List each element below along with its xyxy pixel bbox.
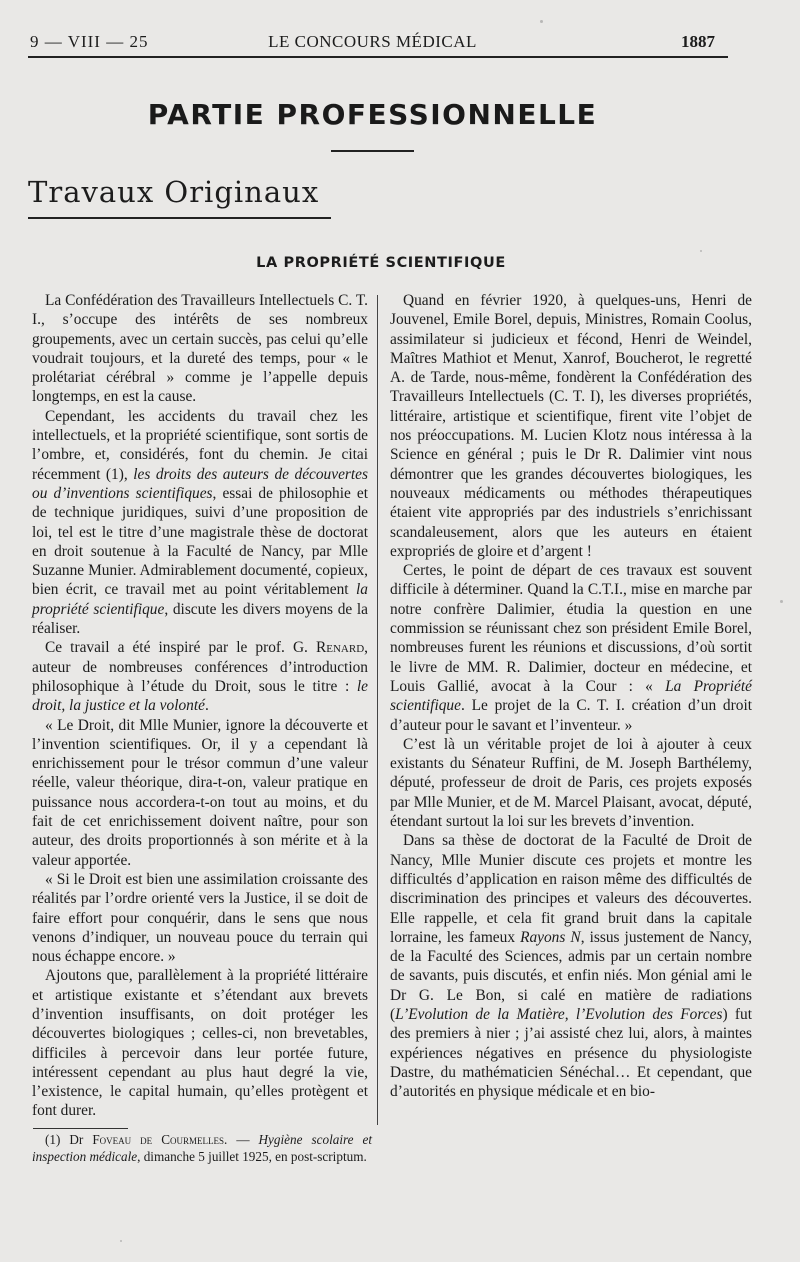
- running-head: [30, 32, 715, 54]
- issue-date: 9 — VIII — 25: [30, 32, 149, 51]
- footnote: (1) Dr Foveau de Courmelles. — Hygiène scolaire et inspection médicale, dimanche 5 juillet 1925, en post-scriptum.: [32, 1132, 373, 1164]
- paper-speck: [120, 1240, 122, 1242]
- section-divider: [331, 150, 414, 152]
- header-rule: [28, 56, 728, 58]
- paragraph: Certes, le point de départ de ces travaux est souvent difficile à déterminer. Quand la C.T.I., mise en marche par notre confrère Dalimier, étudia la question en une commission se réunissant chez son président Emile Borel, nombreuses furent les réunions et discussions, d’où sortit le livre de MM. R. Dalimier, docteur en médecine, et Louis Gallié, avocat à la Cour : « La Propriété scientifique. Le projet de la C. T. I. création d’un droit d’auteur pour le savant et l’inventeur. »: [390, 562, 752, 734]
- journal-title: LE CONCOURS MÉDICAL: [268, 32, 477, 51]
- paper-speck: [780, 600, 783, 603]
- rubric-heading: Travaux Originaux: [28, 175, 320, 209]
- section-title: PARTIE PROFESSIONNELLE: [147, 98, 598, 131]
- paragraph: Dans sa thèse de doctorat de la Faculté de Droit de Nancy, Mlle Munier discute ces projets et montre les difficultés d’application en raison même des difficultés de discrimination des principes et valeurs des découvertes. Elle rappelle, et cela fit grand bruit dans la capitale lorraine, les fameux Rayons N, issus justement de Nancy, de la Faculté des Sciences, admis par un certain nombre de savants, puis discutés, et enfin niés. Mon génial ami le Dr G. Le Bon, si calé en matière de radiations (L’Evolution de la Matière, l’Evolution des Forces) fut des premiers à nier ; j’ai assisté chez lui, alors, à maintes expériences négatives en présence du physiologiste Dastre, du mathématicien Sénéchal… Et cependant, que d’autorités en physique médicale et en bio-: [390, 832, 753, 1101]
- quotation: « Si le Droit est bien une assimilation croissante des réalités par l’ordre orienté vers la Justice, il se doit de faire effort pour conquérir, dans le sens que nous venons d’indiquer, un nouveau pouce du terrain qui nous échappe encore. »: [32, 870, 368, 966]
- page-number: 1887: [681, 32, 715, 51]
- rubric-underline: [28, 217, 331, 219]
- paper-speck: [540, 20, 543, 23]
- paper-speck: [700, 250, 702, 252]
- paragraph: Ajoutons que, parallèlement à la propriété littéraire et artistique existante et s’étendant aux brevets d’invention insuffisants, on doit protéger les découvertes biologiques ; celles-ci, non brevetables, difficiles à percevoir dans leur portée future, intéressent cependant au plus haut degré la vie, l’existence, le capital humain, qu’elles protègent et font durer.: [32, 967, 368, 1120]
- right-column: [390, 291, 752, 1101]
- paragraph: C’est là un véritable projet de loi à ajouter à ceux existants du Sénateur Ruffini, de M. Joseph Barthélemy, député, professeur de droit de Paris, ces projets exposés par Mlle Munier, et de M. Marcel Plaisant, avocat, député, étendant surtout la loi sur les brevets d’invention.: [390, 735, 752, 831]
- column-divider: [377, 295, 378, 1125]
- paragraph: Ce travail a été inspiré par le prof. G. Renard, auteur de nombreuses conférences d’introduction philosophique à l’étude du Droit, sous le titre : le droit, la justice et la volonté.: [32, 639, 368, 715]
- paragraph: La Confédération des Travailleurs Intellectuels C. T. I., s’occupe des intérêts de ses nombreux groupements, avec un certain succès, pas celui qu’elle voudrait toujours, et la dureté des temps, pour « le prolétariat cérébral » comme je l’appelle depuis longtemps, en est la cause.: [32, 292, 368, 406]
- article-title: LA PROPRIÉTÉ SCIENTIFIQUE: [256, 255, 506, 271]
- footnote-rule: [33, 1128, 128, 1129]
- paragraph: Cependant, les accidents du travail chez les intellectuels, et la propriété scientifique, sont sortis de l’ombre, et, considérés, font du chemin. Je citai récemment (1), les droits des auteurs de découvertes ou d’inventions scientifiques, essai de philosophie et de technique juridiques, suivi d’une proposition de loi, tel est le titre d’une magistrale thèse de doctorat en droit soutenue à la Faculté de Nancy, par Mlle Suzanne Munier. Admirablement documenté, copieux, bien écrit, ce travail met au point véritablement la propriété scientifique, discute les divers moyens de la réaliser.: [32, 407, 369, 638]
- left-column: [32, 291, 368, 1121]
- paragraph: Quand en février 1920, à quelques-uns, Henri de Jouvenel, Emile Borel, depuis, Ministres, Romain Coolus, assimilateur si judicieux et fécond, Henri de Weindel, Maîtres Mathiot et Menut, Xanrof, Boucherot, le regretté A. de Tarde, nous-même, fondèrent la Confédération des Travailleurs Intellectuels (C. T. I), les diverses propriétés, littéraire, artistique et scientifique, firent vite l’objet de nos préoccupations. M. Lucien Klotz nous intéressa à la Science en général ; puis le Dr R. Dalimier vint nous démontrer que les grandes découvertes biologiques, les nouveaux médicaments ou méthodes thérapeutiques étaient vite appropriés par des industriels s’enrichissant scandaleusement, alors que les auteurs en étaient expropriés de gloire et d’argent !: [390, 292, 752, 560]
- quotation: « Le Droit, dit Mlle Munier, ignore la découverte et l’invention scientifiques. Or, il y a cependant là enrichissement pour le trésor commun d’une valeur réelle, valeur théorique, dira-t-on, valeur pratique en puissance nous accordera-t-on tout au moins, et du fait de cet enrichissement doivent naître, pour son auteur, des droits proportionnés à son mérite et à la valeur apportée.: [32, 716, 368, 869]
